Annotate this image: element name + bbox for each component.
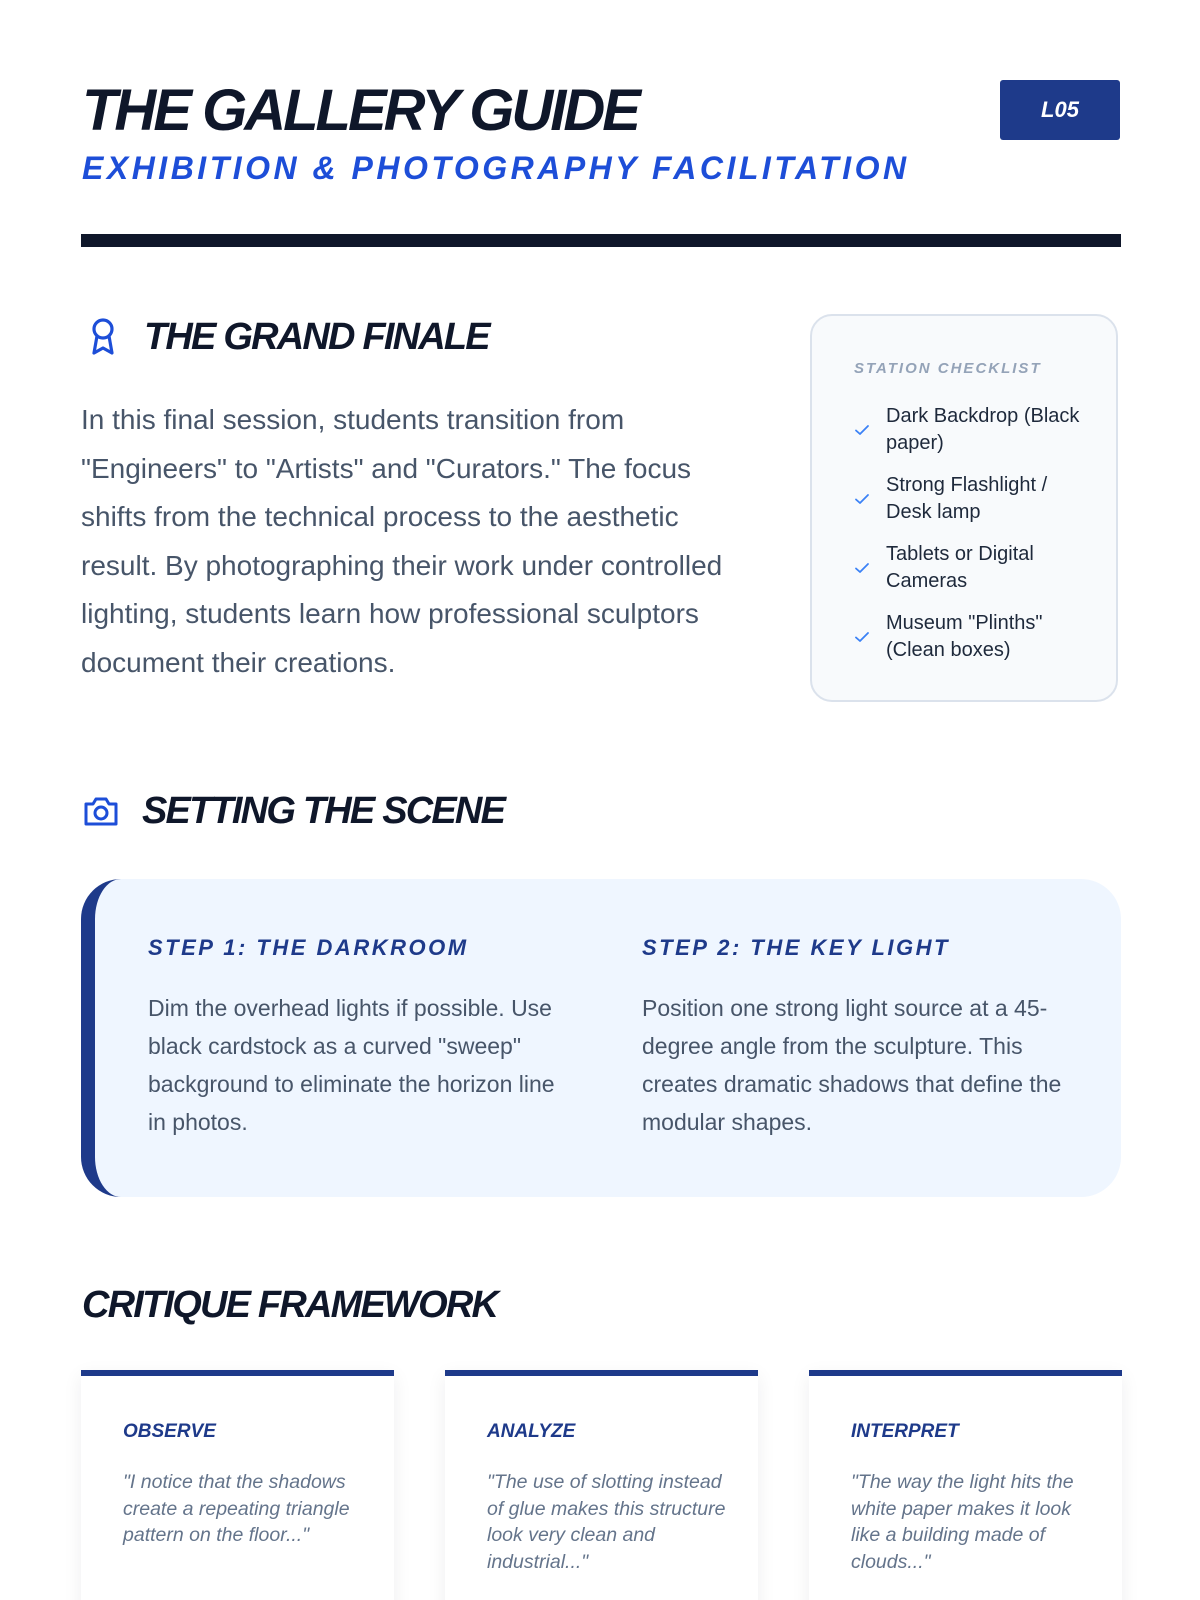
critique-card-title: OBSERVE (123, 1421, 216, 1442)
step-key-light (642, 937, 1072, 1141)
finale-heading-text: THE GRAND FINALE (144, 316, 489, 358)
check-icon (854, 491, 870, 507)
critique-card-quote: "I notice that the shadows create a repeating triangle pattern on the floor..." (123, 1471, 350, 1546)
scene-heading-text: SETTING THE SCENE (142, 790, 505, 832)
checklist-item (854, 610, 1086, 663)
step-darkroom (148, 937, 578, 1141)
checklist-item-label: Tablets or Digital Cameras (886, 543, 1034, 592)
scene-heading (82, 792, 504, 830)
critique-card-quote: "The way the light hits the white paper makes it look like a building made of clouds..." (851, 1471, 1074, 1573)
step-title: STEP 2: THE KEY LIGHT (642, 935, 950, 960)
check-icon (854, 422, 870, 438)
page-title: THE GALLERY GUIDE (82, 78, 638, 143)
critique-card-observe (81, 1370, 394, 1600)
header-divider (81, 234, 1121, 247)
station-checklist (810, 314, 1118, 702)
lesson-code-badge: L05 (1000, 80, 1120, 140)
finale-paragraph: In this final session, students transition from "Engineers" to "Artists" and "Curators." The focus shifts from the technical process to the aesthetic result. By photographing their work under controlled lighting, students learn how professional sculptors document their creations. (81, 404, 723, 678)
camera-icon (82, 792, 120, 830)
critique-heading: CRITIQUE FRAMEWORK (82, 1284, 498, 1326)
critique-card-analyze (445, 1370, 758, 1600)
page-subtitle: EXHIBITION & PHOTOGRAPHY FACILITATION (82, 150, 910, 186)
checklist-item (854, 403, 1086, 456)
checklist-item-label: Dark Backdrop (Black paper) (886, 405, 1080, 454)
finale-heading (84, 318, 489, 356)
critique-card-title: INTERPRET (851, 1421, 959, 1442)
checklist-item-label: Strong Flashlight / Desk lamp (886, 474, 1048, 523)
critique-card-interpret (809, 1370, 1122, 1600)
checklist-item (854, 541, 1086, 594)
checklist-item-label: Museum "Plinths" (Clean boxes) (886, 612, 1043, 661)
checklist-title: STATION CHECKLIST (854, 360, 1042, 377)
critique-card-title: ANALYZE (487, 1421, 576, 1442)
critique-card-quote: "The use of slotting instead of glue makes this structure look very clean and industrial..." (487, 1471, 726, 1573)
checklist-item (854, 472, 1086, 525)
steps-panel (81, 879, 1121, 1197)
check-icon (854, 560, 870, 576)
check-icon (854, 629, 870, 645)
step-body: Position one strong light source at a 45-degree angle from the sculpture. This creates dramatic shadows that define the modular shapes. (642, 995, 1062, 1135)
award-ribbon-icon (84, 318, 122, 356)
step-body: Dim the overhead lights if possible. Use black cardstock as a curved "sweep" background to eliminate the horizon line in photos. (148, 995, 555, 1135)
step-title: STEP 1: THE DARKROOM (148, 935, 469, 960)
